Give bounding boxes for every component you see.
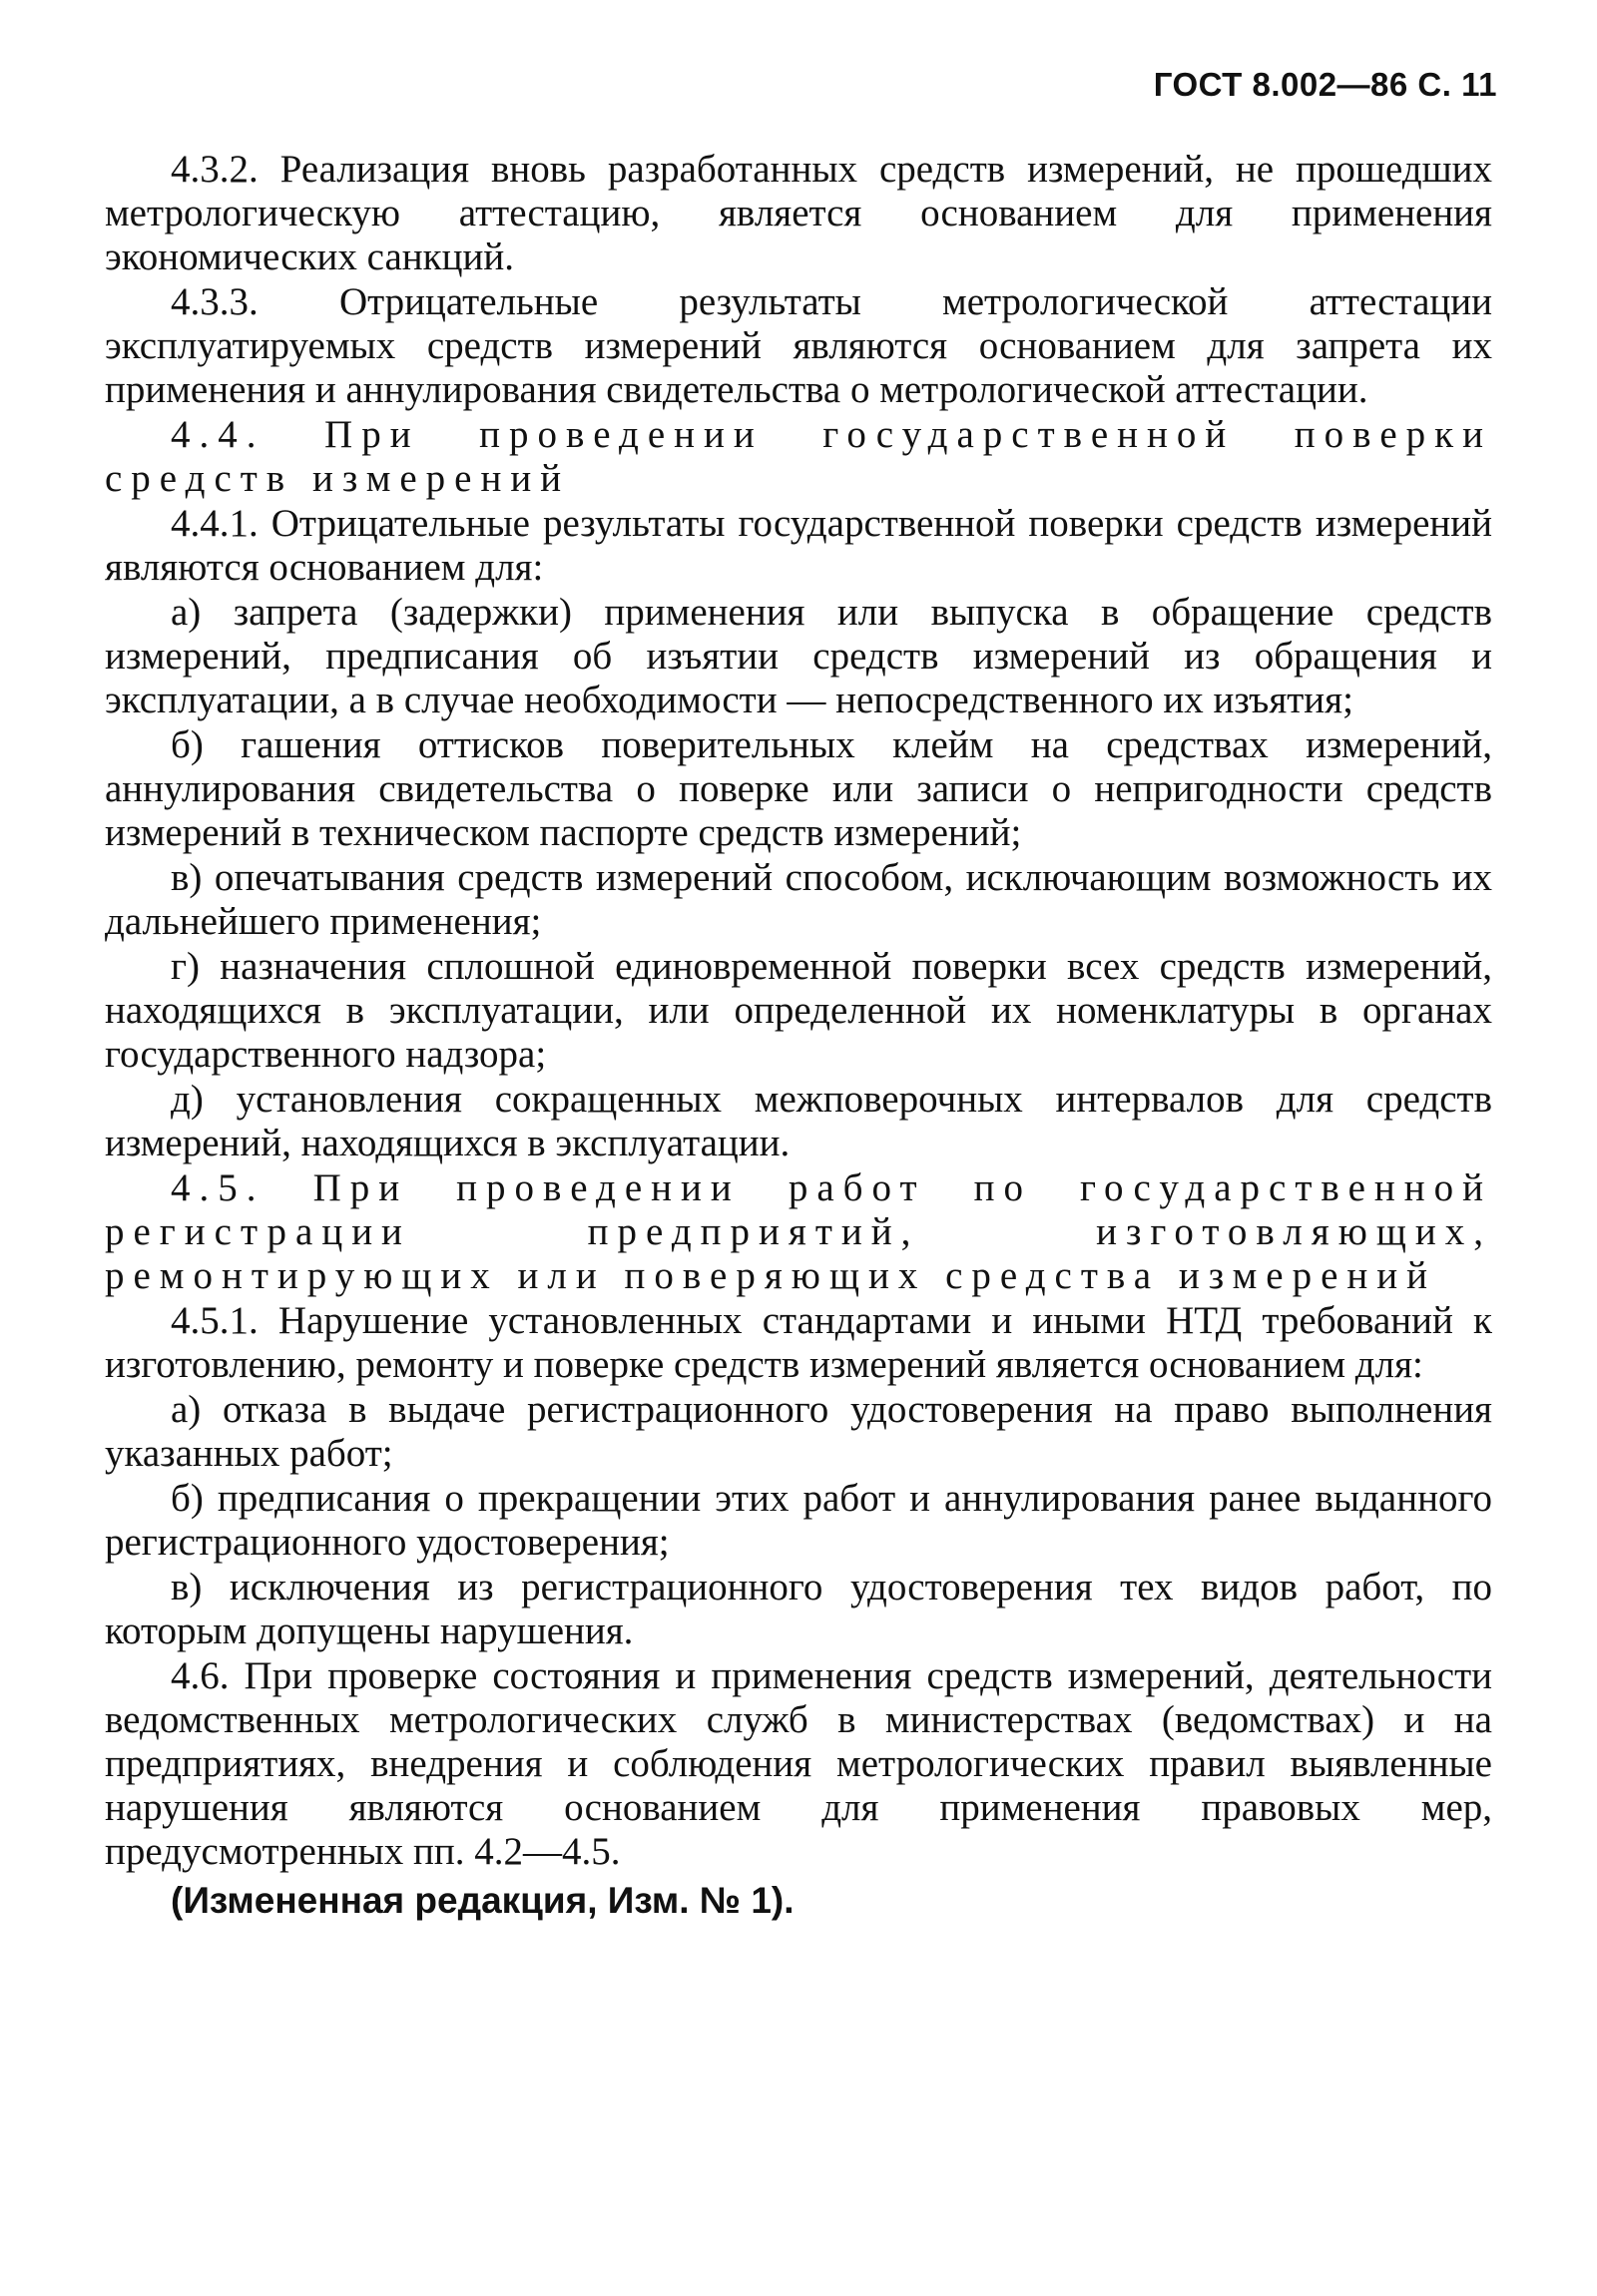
section-heading-4-4: 4.4. При проведении государственной поверки средств измерений [105, 413, 1492, 500]
list-item-4-4-1-g: г) назначения сплошной единовременной поверки всех средств измерений, находящихся в эксплуатации, или определенной их номенклатуры в органах государственного надзора; [105, 945, 1492, 1076]
paragraph-4-3-3: 4.3.3. Отрицательные результаты метрологической аттестации эксплуатируемых средств измерений являются основанием для запрета их применения и аннулирования свидетельства о метрологической аттестации. [105, 280, 1492, 411]
list-item-4-4-1-b: б) гашения оттисков поверительных клейм на средствах измерений, аннулирования свидетельства о поверке или записи о непригодности средств измерений в техническом паспорте средств измерений; [105, 723, 1492, 854]
page-header: ГОСТ 8.002—86 С. 11 [1153, 66, 1497, 103]
paragraph-4-3-2: 4.3.2. Реализация вновь разработанных средств измерений, не прошедших метрологическую аттестацию, является основанием для применения экономических санкций. [105, 148, 1492, 278]
list-item-4-5-1-a: а) отказа в выдаче регистрационного удостоверения на право выполнения указанных работ; [105, 1388, 1492, 1475]
paragraph-4-4-1: 4.4.1. Отрицательные результаты государственной поверки средств измерений являются основанием для: [105, 502, 1492, 589]
section-heading-4-5: 4.5. При проведении работ по государственной регистрации предприятий, изготовляющих, ремонтирующих или поверяющих средства измерений [105, 1166, 1492, 1297]
paragraph-4-6: 4.6. При проверке состояния и применения средств измерений, деятельности ведомственных метрологических служб в министерствах (ведомствах) и на предприятиях, внедрения и соблюдения метрологических правил выявленные нарушения являются основанием для применения правовых мер, предусмотренных пп. 4.2—4.5. [105, 1654, 1492, 1873]
list-item-4-4-1-v: в) опечатывания средств измерений способом, исключающим возможность их дальнейшего применения; [105, 856, 1492, 943]
document-body [105, 148, 1492, 1925]
paragraph-4-5-1: 4.5.1. Нарушение установленных стандартами и иными НТД требований к изготовлению, ремонту и поверке средств измерений является основанием для: [105, 1299, 1492, 1386]
list-item-4-5-1-b: б) предписания о прекращении этих работ и аннулирования ранее выданного регистрационного удостоверения; [105, 1477, 1492, 1564]
list-item-4-5-1-v: в) исключения из регистрационного удостоверения тех видов работ, по которым допущены нарушения. [105, 1566, 1492, 1652]
list-item-4-4-1-d: д) установления сокращенных межповерочных интервалов для средств измерений, находящихся в эксплуатации. [105, 1078, 1492, 1164]
list-item-4-4-1-a: а) запрета (задержки) применения или выпуска в обращение средств измерений, предписания об изъятии средств измерений из обращения и эксплуатации, а в случае необходимости — непосредственного их изъятия; [105, 591, 1492, 721]
amendment-note: (Измененная редакция, Изм. № 1). [171, 1880, 795, 1921]
